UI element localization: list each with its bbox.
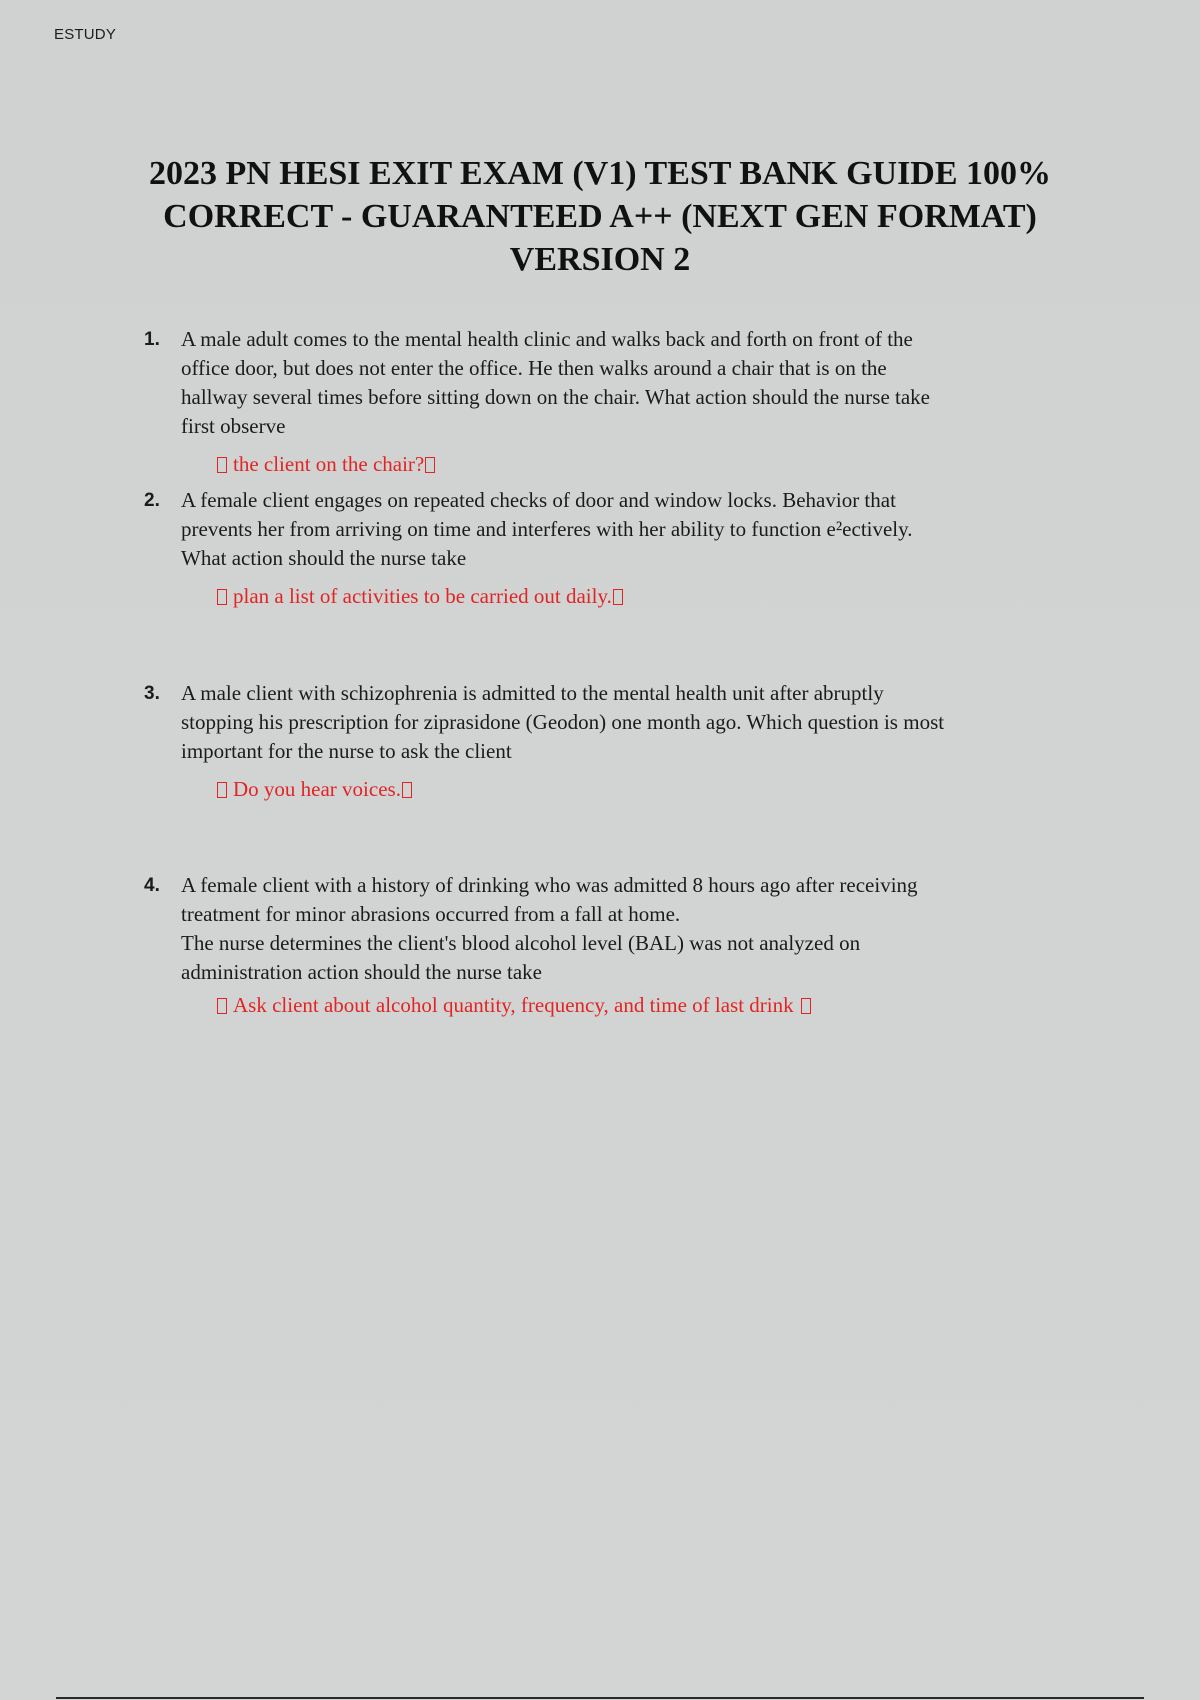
checkbox-icon bbox=[217, 589, 227, 605]
question-line: hallway several times before sitting down on the chair. What action should the nurse take bbox=[181, 385, 930, 409]
question-line: stopping his prescription for ziprasidone (Geodon) one month ago. Which question is most bbox=[181, 710, 945, 734]
title-line: VERSION 2 bbox=[509, 241, 691, 278]
brand-label: ESTUDY bbox=[54, 26, 117, 43]
question-text bbox=[181, 325, 1074, 441]
question-line: treatment for minor abrasions occurred from a fall at home. bbox=[181, 902, 681, 926]
checkbox-icon bbox=[425, 457, 435, 473]
answer bbox=[217, 450, 1074, 479]
question-line: office door, but does not enter the office. He then walks around a chair that is on the bbox=[181, 356, 887, 380]
question-line: The nurse determines the client's blood alcohol level (BAL) was not analyzed on bbox=[181, 931, 861, 955]
question-2 bbox=[144, 486, 1074, 611]
answer-text: Ask client about alcohol quantity, frequency, and time of last drink bbox=[233, 993, 794, 1017]
footer-divider bbox=[56, 1697, 1144, 1699]
answer bbox=[217, 775, 1074, 804]
question-4 bbox=[144, 871, 1074, 1020]
checkbox-icon bbox=[801, 998, 811, 1014]
checkbox-icon bbox=[217, 782, 227, 798]
question-3 bbox=[144, 679, 1074, 804]
question-text bbox=[181, 871, 1074, 987]
question-text bbox=[181, 679, 1074, 766]
question-number: 2. bbox=[144, 490, 160, 511]
question-line: administration action should the nurse take bbox=[181, 960, 542, 984]
question-line: first observe bbox=[181, 414, 286, 438]
answer bbox=[217, 991, 1074, 1020]
question-number: 3. bbox=[144, 683, 160, 704]
checkbox-icon bbox=[613, 589, 623, 605]
title-line: 2023 PN HESI EXIT EXAM (V1) TEST BANK GUIDE 100% bbox=[148, 155, 1052, 192]
question-line: A female client with a history of drinking who was admitted 8 hours ago after receiving bbox=[181, 873, 918, 897]
question-line: What action should the nurse take bbox=[181, 546, 467, 570]
page-title bbox=[90, 152, 1110, 281]
question-number: 4. bbox=[144, 875, 160, 896]
question-line: A male client with schizophrenia is admitted to the mental health unit after abruptly bbox=[181, 681, 884, 705]
question-line: A female client engages on repeated checks of door and window locks. Behavior that bbox=[181, 488, 896, 512]
question-line: prevents her from arriving on time and interferes with her ability to function e²ectively. bbox=[181, 517, 913, 541]
answer-text: the client on the chair? bbox=[233, 452, 425, 476]
question-number: 1. bbox=[144, 329, 160, 350]
checkbox-icon bbox=[402, 782, 412, 798]
question-text bbox=[181, 486, 1074, 573]
checkbox-icon bbox=[217, 457, 227, 473]
answer-text: plan a list of activities to be carried out daily. bbox=[233, 584, 612, 608]
question-line: A male adult comes to the mental health clinic and walks back and forth on front of the bbox=[181, 327, 913, 351]
question-1 bbox=[144, 325, 1074, 479]
question-line: important for the nurse to ask the client bbox=[181, 739, 512, 763]
answer-text: Do you hear voices. bbox=[233, 777, 401, 801]
checkbox-icon bbox=[217, 998, 227, 1014]
answer bbox=[217, 582, 1074, 611]
title-line: CORRECT - GUARANTEED A++ (NEXT GEN FORMAT) bbox=[163, 198, 1037, 235]
